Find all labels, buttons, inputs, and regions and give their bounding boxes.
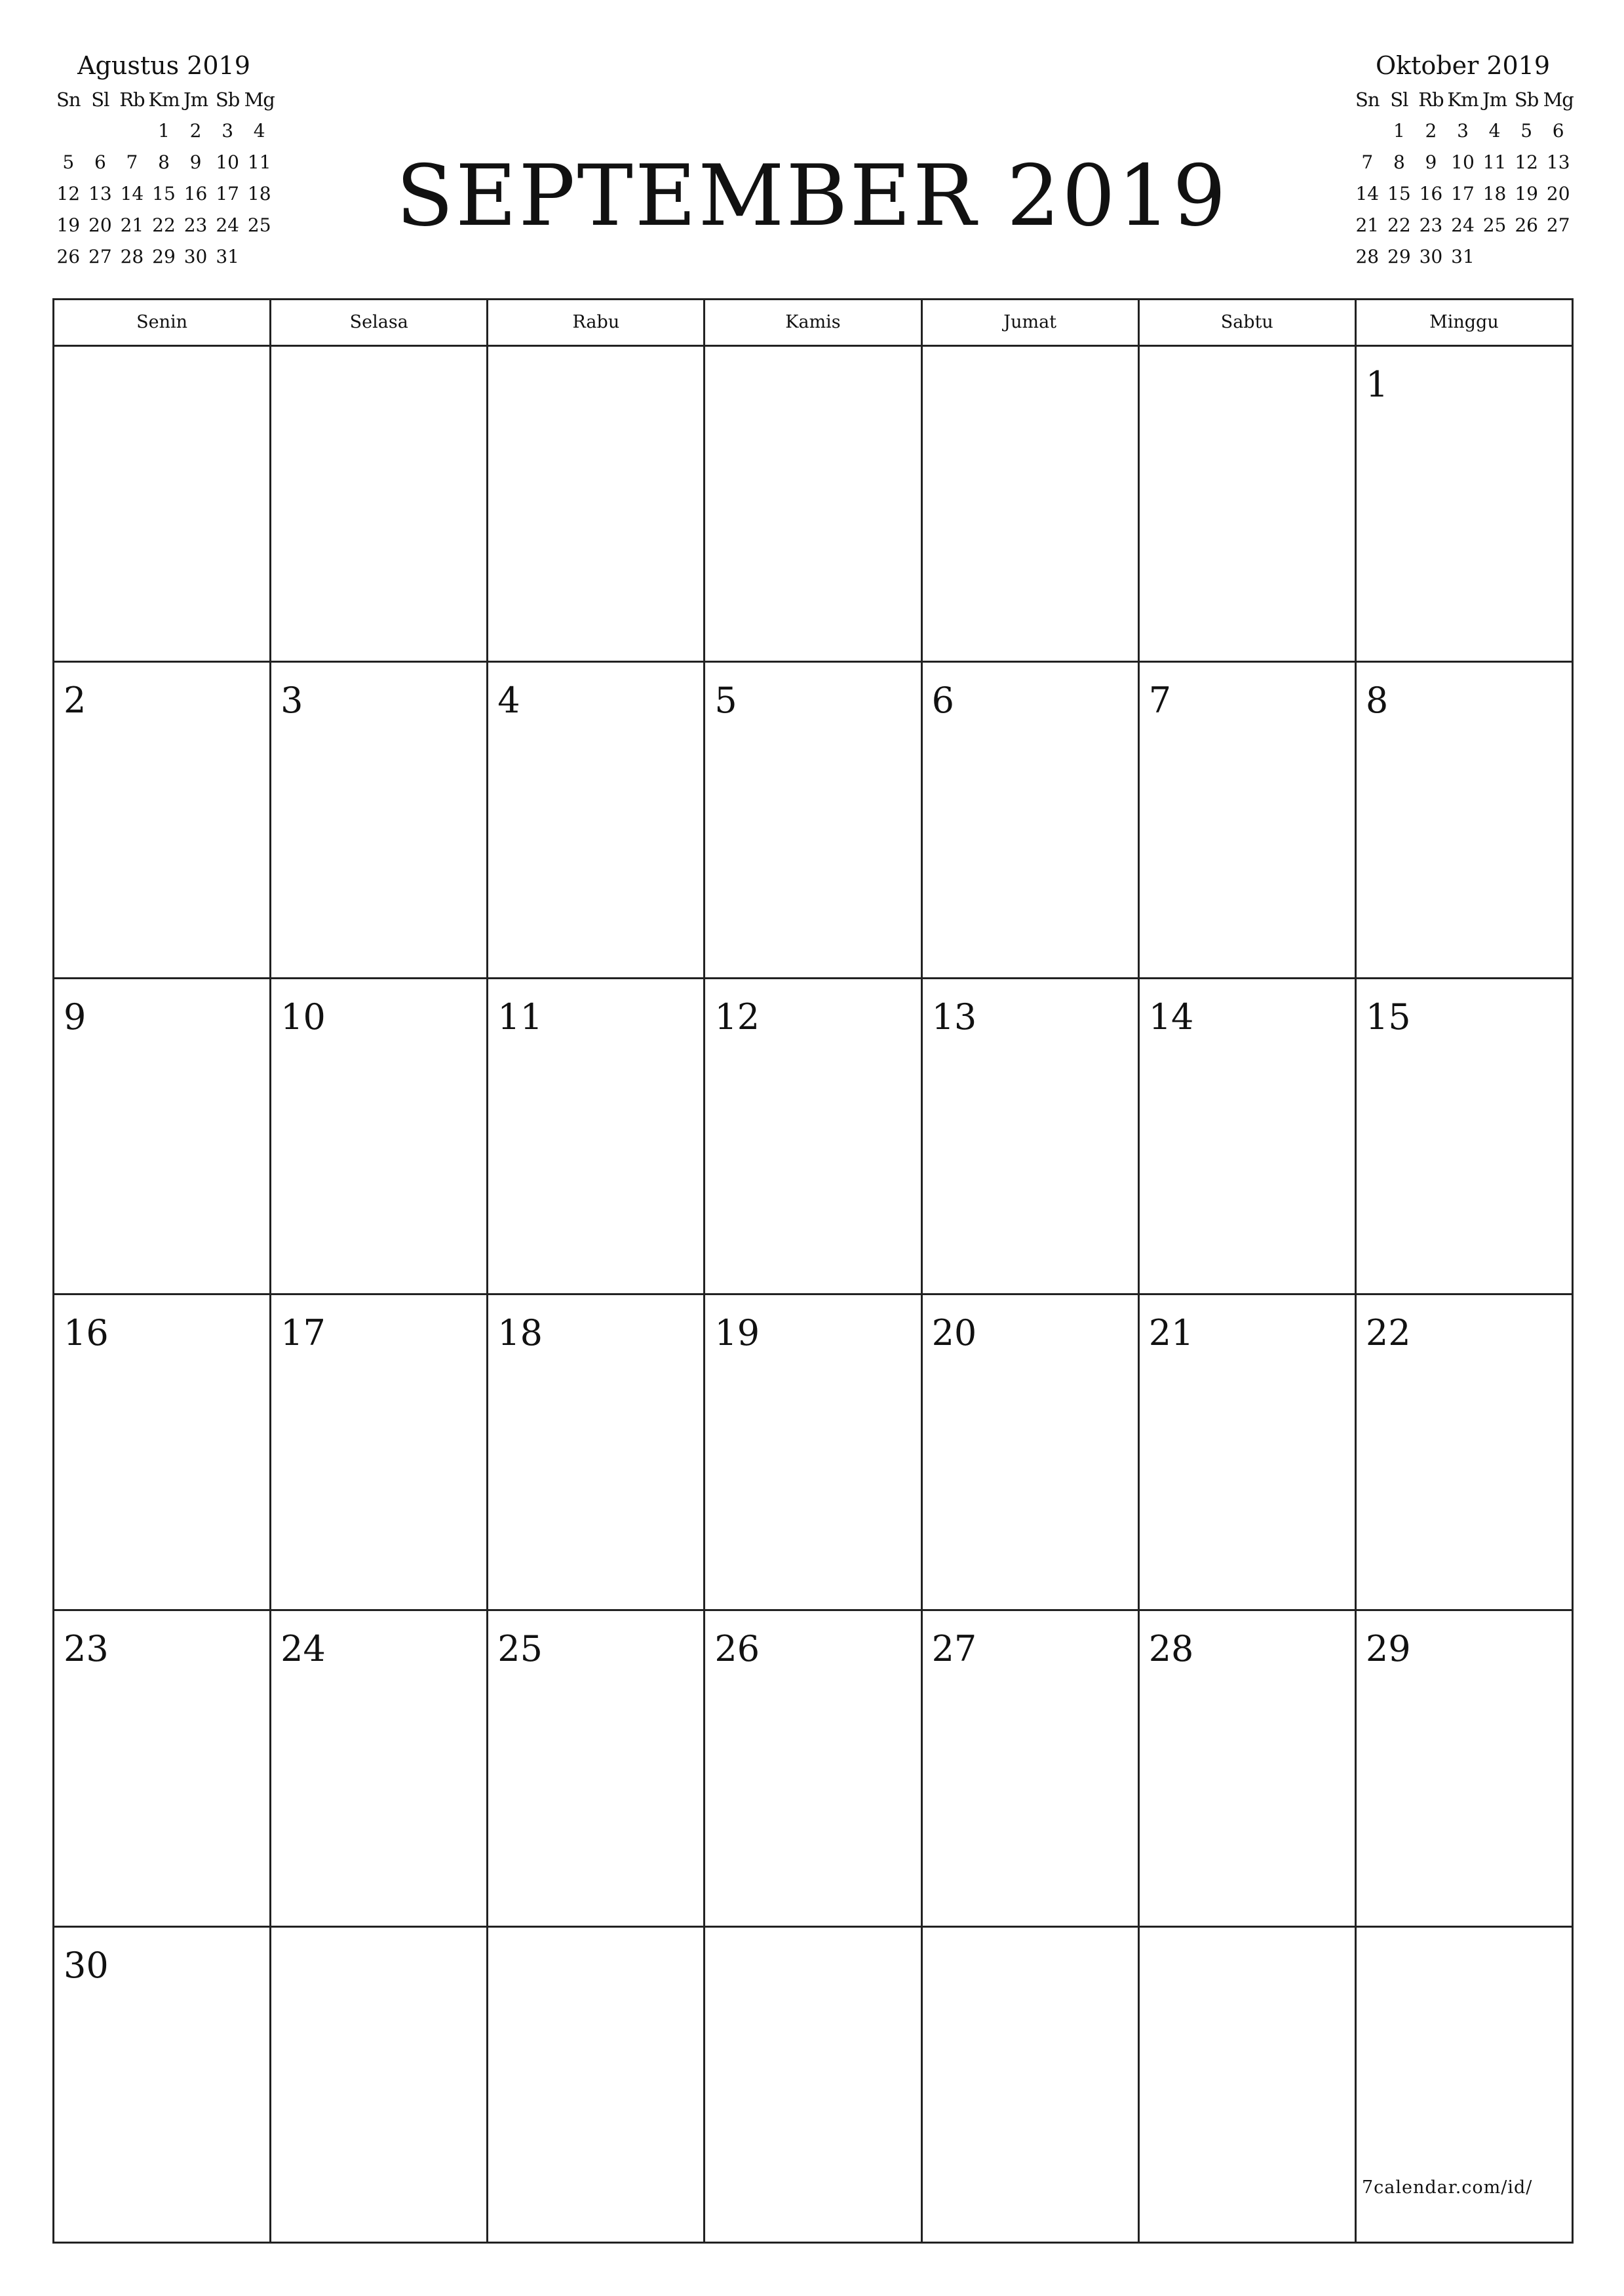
mini-day: 3 xyxy=(1457,120,1469,142)
day-number: 12 xyxy=(714,996,760,1038)
mini-day xyxy=(1479,241,1511,273)
mini-day: 25 xyxy=(247,214,271,236)
mini-day: 2 xyxy=(189,120,202,142)
day-cell xyxy=(1140,1928,1357,2244)
mini-day: 6 xyxy=(94,151,106,173)
mini-day xyxy=(1511,241,1543,273)
day-cell xyxy=(1357,347,1574,663)
mini-day xyxy=(52,115,85,147)
day-number: 23 xyxy=(64,1628,109,1670)
day-number: 25 xyxy=(497,1628,543,1670)
mini-weekday-label: Sn xyxy=(56,88,81,111)
mini-day: 17 xyxy=(1451,183,1475,204)
day-number: 20 xyxy=(931,1312,977,1353)
mini-day: 30 xyxy=(1419,246,1443,267)
day-number: 19 xyxy=(714,1312,760,1353)
mini-calendar-title: Agustus 2019 xyxy=(77,51,250,80)
day-cell xyxy=(705,1928,922,2244)
mini-day: 16 xyxy=(184,183,208,204)
day-cell xyxy=(54,979,271,1295)
mini-day: 4 xyxy=(1488,120,1501,142)
mini-weekday-label: Km xyxy=(148,88,180,111)
weekday-header: Selasa xyxy=(271,300,488,347)
day-cell xyxy=(1140,663,1357,979)
mini-day: 22 xyxy=(1387,214,1411,236)
day-cell xyxy=(271,663,488,979)
day-number: 1 xyxy=(1365,364,1389,405)
mini-day: 2 xyxy=(1425,120,1437,142)
page-title: SEPTEMBER 2019 xyxy=(396,147,1228,245)
mini-day: 27 xyxy=(88,246,112,267)
mini-day: 5 xyxy=(62,151,75,173)
day-number: 11 xyxy=(497,996,543,1038)
mini-day: 1 xyxy=(1393,120,1405,142)
weekday-header: Jumat xyxy=(923,300,1140,347)
day-cell xyxy=(488,663,705,979)
mini-day: 21 xyxy=(120,214,144,236)
mini-day: 14 xyxy=(120,183,144,204)
month-calendar-grid xyxy=(52,298,1574,2244)
mini-weekday-label: Sb xyxy=(215,88,240,111)
mini-day: 8 xyxy=(158,151,170,173)
mini-day: 13 xyxy=(88,183,112,204)
mini-calendar-prev-month xyxy=(52,47,275,273)
mini-day: 30 xyxy=(184,246,208,267)
mini-day: 31 xyxy=(216,246,239,267)
mini-day: 15 xyxy=(1387,183,1411,204)
mini-day: 6 xyxy=(1552,120,1564,142)
mini-day xyxy=(1542,241,1574,273)
mini-calendar-grid xyxy=(52,84,275,273)
day-cell xyxy=(1357,1611,1574,1927)
day-cell xyxy=(705,979,922,1295)
mini-day: 18 xyxy=(1482,183,1507,204)
mini-day: 25 xyxy=(1482,214,1507,236)
mini-weekday-label: Sb xyxy=(1514,88,1539,111)
day-cell xyxy=(488,1928,705,2244)
day-cell xyxy=(271,1611,488,1927)
mini-day: 3 xyxy=(222,120,234,142)
mini-weekday-label: Km xyxy=(1447,88,1479,111)
day-cell xyxy=(1140,1295,1357,1611)
mini-day: 7 xyxy=(126,151,138,173)
mini-day: 5 xyxy=(1520,120,1533,142)
day-cell xyxy=(54,1295,271,1611)
mini-day: 28 xyxy=(1355,246,1380,267)
day-cell xyxy=(488,979,705,1295)
day-cell xyxy=(271,979,488,1295)
mini-weekday-label: Mg xyxy=(1543,88,1574,111)
day-cell xyxy=(54,663,271,979)
mini-day: 19 xyxy=(1515,183,1538,204)
weekday-header: Sabtu xyxy=(1140,300,1357,347)
day-cell xyxy=(705,663,922,979)
day-number: 18 xyxy=(497,1312,543,1353)
mini-day: 17 xyxy=(216,183,239,204)
day-number: 17 xyxy=(280,1312,326,1353)
day-cell xyxy=(1140,979,1357,1295)
day-cell xyxy=(1357,1295,1574,1611)
day-number: 13 xyxy=(931,996,977,1038)
day-number: 21 xyxy=(1148,1312,1194,1353)
day-cell xyxy=(923,1295,1140,1611)
mini-calendar-grid xyxy=(1351,84,1574,273)
day-cell xyxy=(923,979,1140,1295)
day-number: 7 xyxy=(1148,680,1172,722)
mini-weekday-label: Jm xyxy=(1482,88,1507,111)
mini-day: 13 xyxy=(1546,151,1570,173)
mini-day xyxy=(116,115,148,147)
mini-day xyxy=(1351,115,1383,147)
mini-day: 23 xyxy=(184,214,208,236)
day-number: 3 xyxy=(280,680,303,722)
mini-day: 20 xyxy=(88,214,112,236)
mini-day: 29 xyxy=(1387,246,1411,267)
day-cell xyxy=(923,663,1140,979)
day-cell xyxy=(1140,1611,1357,1927)
day-cell xyxy=(271,1928,488,2244)
day-cell xyxy=(705,347,922,663)
day-number: 16 xyxy=(64,1312,109,1353)
mini-calendar-next-month xyxy=(1351,47,1574,273)
mini-day: 19 xyxy=(56,214,81,236)
day-number: 8 xyxy=(1365,680,1389,722)
mini-day: 10 xyxy=(1451,151,1475,173)
footer-url: 7calendar.com/id/ xyxy=(1362,2177,1533,2198)
day-cell xyxy=(1357,979,1574,1295)
mini-day: 11 xyxy=(247,151,271,173)
day-cell xyxy=(705,1611,922,1927)
mini-day xyxy=(243,241,275,273)
day-cell xyxy=(54,347,271,663)
day-cell xyxy=(705,1295,922,1611)
mini-day: 23 xyxy=(1419,214,1443,236)
day-number: 28 xyxy=(1148,1628,1194,1670)
day-number: 22 xyxy=(1365,1312,1411,1353)
day-number: 9 xyxy=(64,996,87,1038)
day-cell xyxy=(54,1611,271,1927)
day-number: 27 xyxy=(931,1628,977,1670)
mini-weekday-label: Sn xyxy=(1355,88,1380,111)
weekday-header: Senin xyxy=(54,300,271,347)
mini-day: 1 xyxy=(158,120,170,142)
mini-weekday-label: Jm xyxy=(184,88,208,111)
weekday-header: Kamis xyxy=(705,300,922,347)
mini-day: 24 xyxy=(1451,214,1475,236)
mini-day: 27 xyxy=(1546,214,1570,236)
day-number: 14 xyxy=(1148,996,1194,1038)
mini-weekday-label: Mg xyxy=(244,88,275,111)
mini-day: 9 xyxy=(189,151,202,173)
mini-weekday-label: Rb xyxy=(119,88,145,111)
day-number: 30 xyxy=(64,1944,109,1986)
day-cell xyxy=(923,1928,1140,2244)
mini-day: 12 xyxy=(1515,151,1538,173)
mini-day: 14 xyxy=(1355,183,1380,204)
weekday-header: Minggu xyxy=(1357,300,1574,347)
day-cell xyxy=(923,1611,1140,1927)
mini-calendar-title: Oktober 2019 xyxy=(1375,51,1551,80)
day-number: 6 xyxy=(931,680,954,722)
mini-weekday-label: Sl xyxy=(91,88,109,111)
day-number: 15 xyxy=(1365,996,1411,1038)
mini-day: 24 xyxy=(216,214,239,236)
day-number: 24 xyxy=(280,1628,326,1670)
day-number: 29 xyxy=(1365,1628,1411,1670)
mini-day: 18 xyxy=(247,183,271,204)
mini-weekday-label: Rb xyxy=(1418,88,1444,111)
day-cell xyxy=(54,1928,271,2244)
mini-day xyxy=(85,115,117,147)
mini-day: 9 xyxy=(1425,151,1437,173)
day-cell xyxy=(488,1611,705,1927)
mini-day: 31 xyxy=(1451,246,1475,267)
mini-day: 29 xyxy=(152,246,176,267)
mini-day: 22 xyxy=(152,214,176,236)
day-number: 4 xyxy=(497,680,520,722)
day-cell xyxy=(1357,663,1574,979)
day-cell xyxy=(1140,347,1357,663)
day-number: 10 xyxy=(280,996,326,1038)
day-number: 26 xyxy=(714,1628,760,1670)
day-cell xyxy=(488,347,705,663)
day-number: 2 xyxy=(64,680,87,722)
day-cell xyxy=(271,1295,488,1611)
weekday-header: Rabu xyxy=(488,300,705,347)
mini-day: 20 xyxy=(1546,183,1570,204)
mini-day: 12 xyxy=(56,183,81,204)
mini-day: 8 xyxy=(1393,151,1405,173)
mini-day: 4 xyxy=(253,120,265,142)
day-cell xyxy=(488,1295,705,1611)
mini-day: 28 xyxy=(120,246,144,267)
mini-day: 21 xyxy=(1355,214,1380,236)
mini-day: 11 xyxy=(1482,151,1507,173)
mini-day: 26 xyxy=(56,246,81,267)
day-cell xyxy=(923,347,1140,663)
day-cell xyxy=(271,347,488,663)
mini-day: 15 xyxy=(152,183,176,204)
mini-day: 26 xyxy=(1515,214,1538,236)
day-number: 5 xyxy=(714,680,737,722)
mini-day: 16 xyxy=(1419,183,1443,204)
mini-weekday-label: Sl xyxy=(1390,88,1408,111)
mini-day: 7 xyxy=(1361,151,1374,173)
mini-day: 10 xyxy=(216,151,239,173)
